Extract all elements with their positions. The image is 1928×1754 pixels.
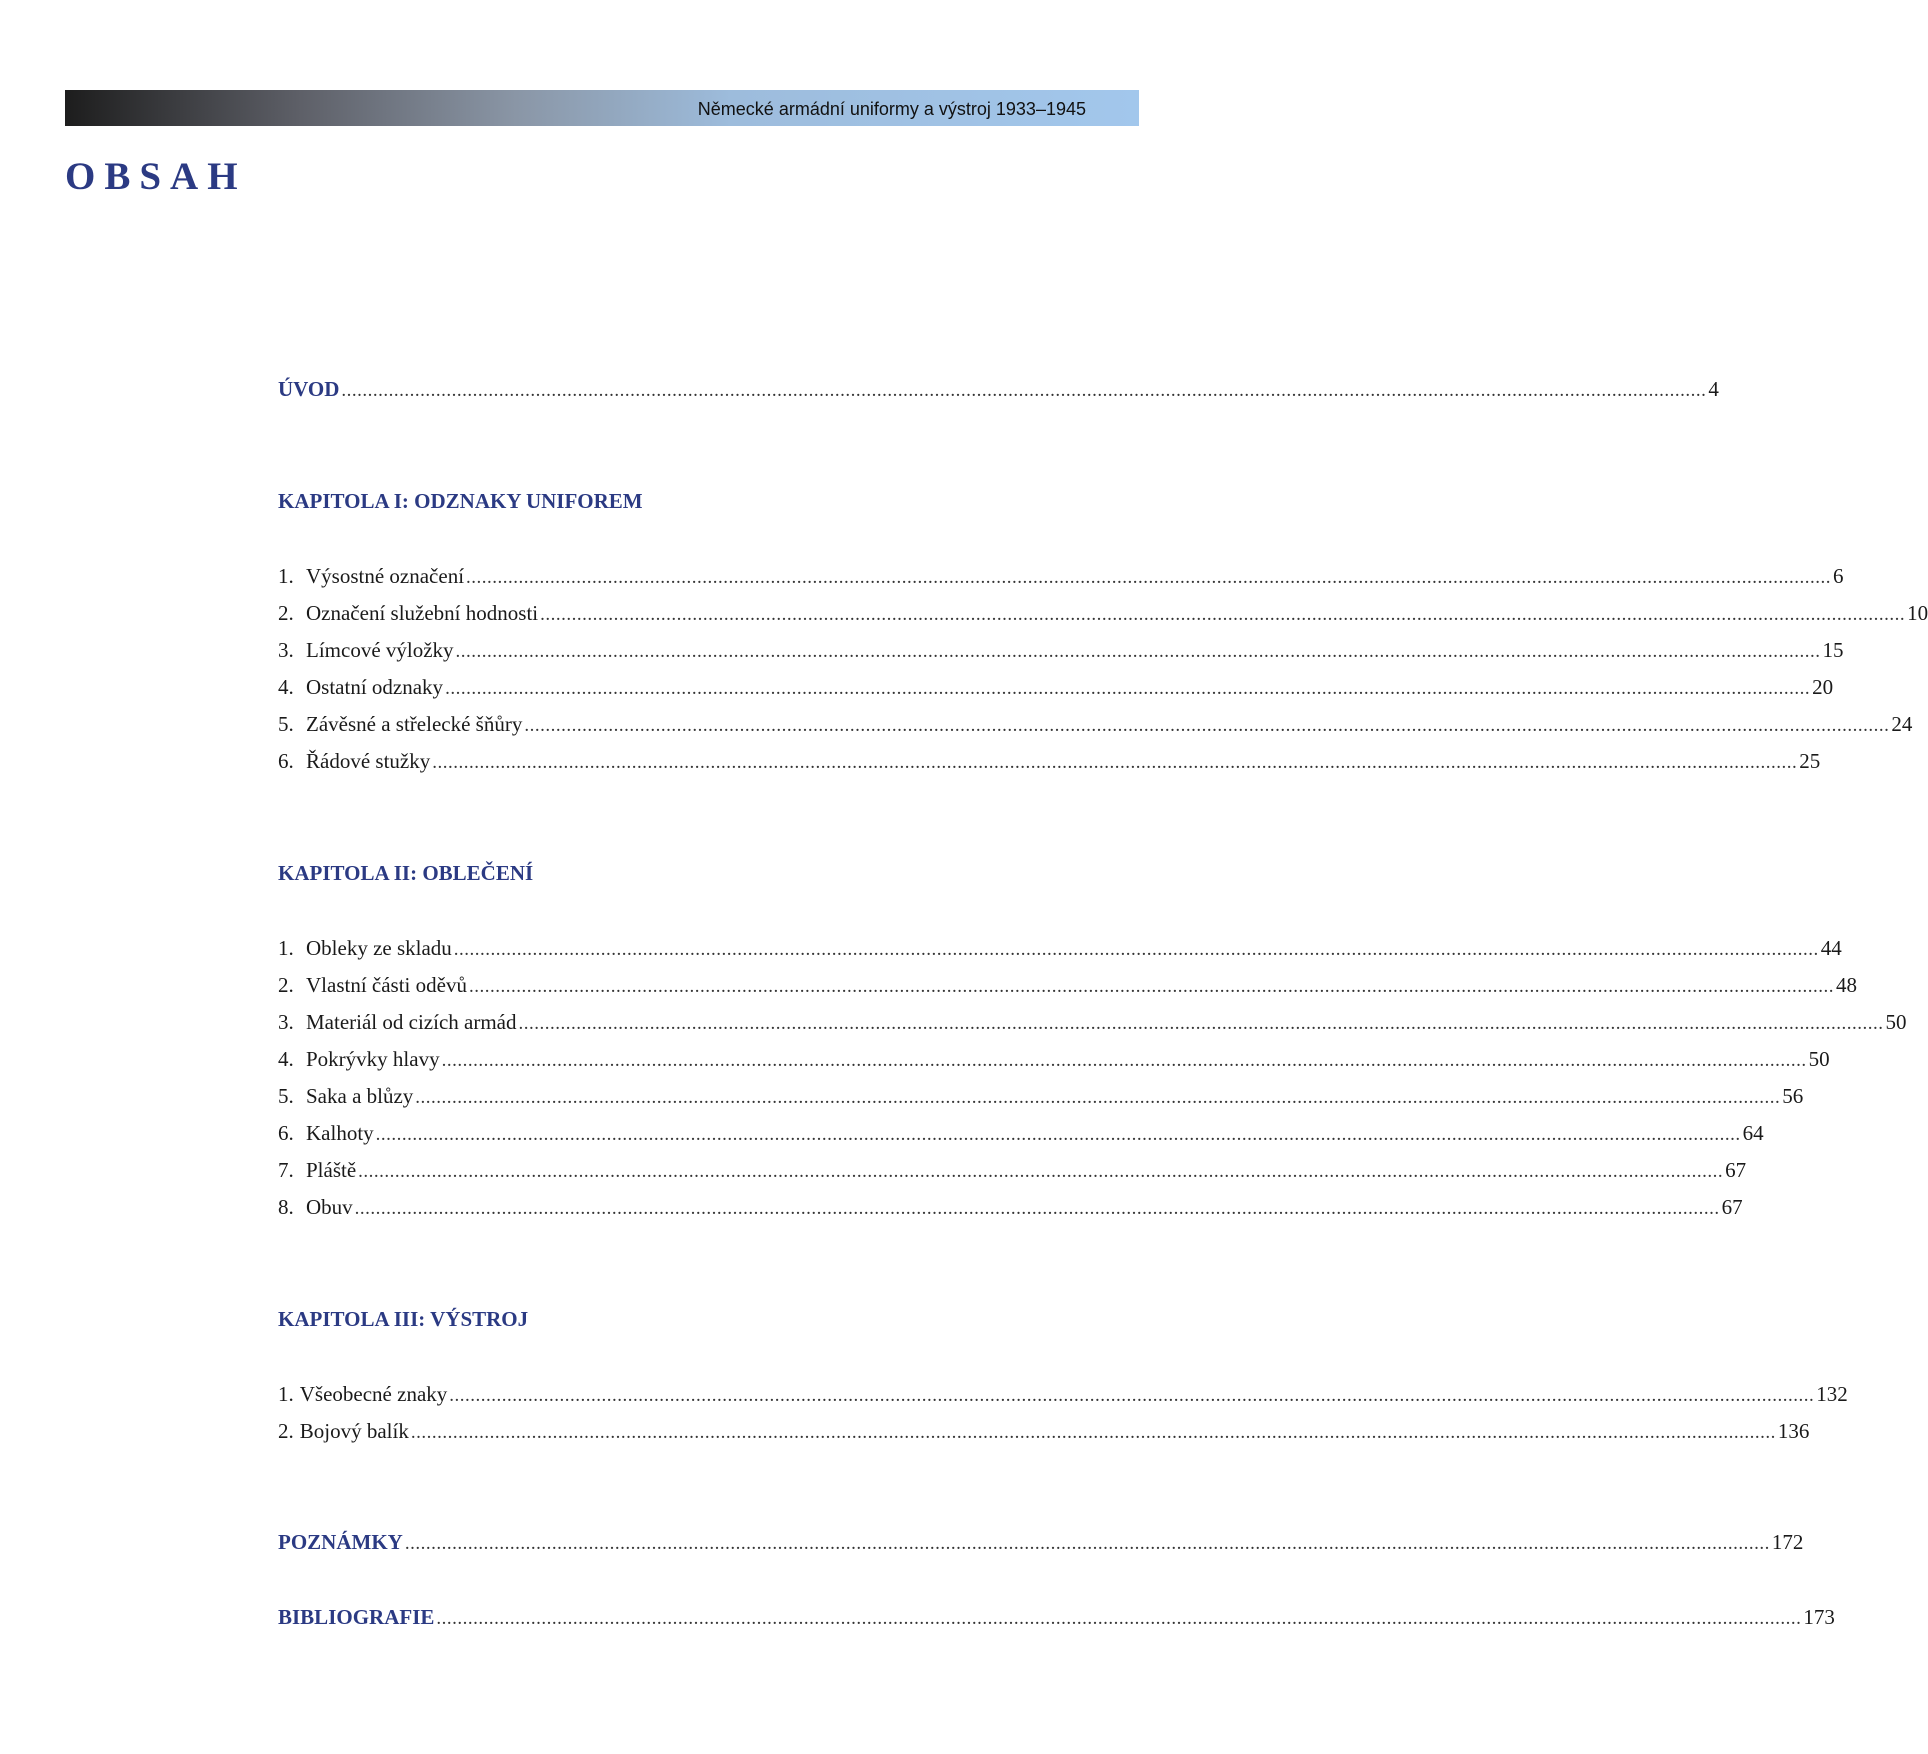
toc-entry[interactable] — [278, 1381, 1848, 1409]
toc-entry-bibliography[interactable] — [278, 1604, 1835, 1632]
toc-entry-intro[interactable] — [278, 376, 1719, 404]
toc-entry[interactable] — [278, 1120, 1764, 1148]
toc-entry[interactable] — [278, 1009, 1907, 1037]
toc-entry[interactable] — [278, 1194, 1743, 1222]
toc-entry-label: Pokrývky hlavy — [306, 1047, 440, 1071]
toc-entry-number: 1. — [278, 936, 294, 960]
toc-entry-page: 136 — [1777, 1419, 1810, 1443]
toc-leader-dots: .................................................................................................................................................................................................................................................................... — [358, 1161, 1724, 1182]
toc-entry-label: Obuv — [306, 1195, 353, 1219]
toc-entry-page: 67 — [1721, 1195, 1743, 1219]
toc-entry-label: Saka a blůzy — [306, 1084, 414, 1108]
toc-leader-dots: .................................................................................................................................................................................................................................................................... — [432, 752, 1798, 773]
toc-entry-number: 3. — [278, 1010, 294, 1034]
toc-entry-label: Ostatní odznaky — [306, 675, 444, 699]
running-header-bar — [65, 90, 1139, 126]
toc-leader-dots: .................................................................................................................................................................................................................................................................... — [468, 976, 1834, 997]
toc-entry-number: 1. — [278, 564, 294, 588]
toc-leader-dots: .................................................................................................................................................................................................................................................................... — [404, 1533, 1770, 1554]
toc-entry-page: 67 — [1725, 1158, 1747, 1182]
toc-entry-page: 6 — [1833, 564, 1844, 588]
toc-leader-dots: .................................................................................................................................................................................................................................................................... — [455, 641, 1821, 662]
toc-entry[interactable] — [278, 711, 1913, 739]
toc-entry-number: 7. — [278, 1158, 294, 1182]
toc-entry-label: POZNÁMKY — [278, 1530, 403, 1554]
toc-entry[interactable] — [278, 972, 1857, 1000]
toc-entry[interactable] — [278, 600, 1928, 628]
toc-leader-dots: .................................................................................................................................................................................................................................................................... — [518, 1013, 1884, 1034]
toc-entry-label: Výsostné označení — [306, 564, 465, 588]
toc-entry-page: 44 — [1820, 936, 1842, 960]
toc-entry-page: 20 — [1812, 675, 1834, 699]
toc-leader-dots: .................................................................................................................................................................................................................................................................... — [341, 380, 1707, 401]
toc-leader-dots: .................................................................................................................................................................................................................................................................... — [441, 1050, 1807, 1071]
toc-leader-dots: .................................................................................................................................................................................................................................................................... — [415, 1087, 1781, 1108]
toc-entry-label: Pláště — [306, 1158, 357, 1182]
toc-entry-label: Vlastní části oděvů — [306, 973, 467, 997]
toc-entry-page: 132 — [1816, 1382, 1848, 1406]
toc-leader-dots: .................................................................................................................................................................................................................................................................... — [449, 1385, 1815, 1406]
toc-leader-dots: .................................................................................................................................................................................................................................................................... — [436, 1608, 1802, 1629]
toc-entry-label: Kalhoty — [306, 1121, 374, 1145]
toc-entry-page: 50 — [1808, 1047, 1830, 1071]
toc-entry-notes[interactable] — [278, 1529, 1804, 1557]
toc-entry-label: BIBLIOGRAFIE — [278, 1605, 435, 1629]
toc-leader-dots: .................................................................................................................................................................................................................................................................... — [445, 678, 1811, 699]
toc-entry-page: 15 — [1822, 638, 1844, 662]
toc-entry-number: 3. — [278, 638, 294, 662]
toc-entry-number: 5. — [278, 1084, 294, 1108]
toc-entry[interactable] — [278, 674, 1834, 702]
toc-entry-number: 2. — [278, 973, 294, 997]
toc-leader-dots: .................................................................................................................................................................................................................................................................... — [453, 939, 1819, 960]
toc-entry-label: Bojový balík — [299, 1419, 409, 1443]
toc-entry-page: 48 — [1835, 973, 1857, 997]
toc-leader-dots: .................................................................................................................................................................................................................................................................... — [410, 1422, 1776, 1443]
toc-entry-number: 6. — [278, 1121, 294, 1145]
toc-leader-dots: .................................................................................................................................................................................................................................................................... — [524, 715, 1890, 736]
toc-leader-dots: .................................................................................................................................................................................................................................................................... — [375, 1124, 1741, 1145]
toc-entry-page: 64 — [1742, 1121, 1764, 1145]
toc-entry-label: Obleky ze skladu — [306, 936, 452, 960]
toc-entry[interactable] — [278, 1418, 1810, 1446]
toc-entry[interactable] — [278, 1046, 1830, 1074]
toc-entry-page: 172 — [1771, 1530, 1804, 1554]
toc-entry-page: 173 — [1803, 1605, 1835, 1629]
toc-entry-label: ÚVOD — [278, 377, 340, 401]
chapter-heading-2[interactable]: KAPITOLA II: OBLEČENÍ — [278, 861, 534, 885]
toc-leader-dots: .................................................................................................................................................................................................................................................................... — [540, 604, 1906, 625]
running-header-title: Německé armádní uniformy a výstroj 1933–1945 — [697, 99, 1086, 119]
toc-entry[interactable] — [278, 637, 1844, 665]
toc-leader-dots: .................................................................................................................................................................................................................................................................... — [466, 567, 1832, 588]
toc-entry[interactable] — [278, 748, 1821, 776]
toc-entry[interactable] — [278, 563, 1844, 591]
page-title: OBSAH — [65, 155, 247, 198]
toc-entry-page: 56 — [1782, 1084, 1804, 1108]
toc-entry[interactable] — [278, 1083, 1804, 1111]
toc-entry-number: 4. — [278, 1047, 294, 1071]
toc-entry-number: 1. — [278, 1382, 294, 1406]
toc-entry-number: 4. — [278, 675, 294, 699]
chapter-heading-3[interactable]: KAPITOLA III: VÝSTROJ — [278, 1307, 529, 1331]
toc-entry-label: Všeobecné znaky — [299, 1382, 448, 1406]
toc-entry-number: 5. — [278, 712, 294, 736]
toc-entry-label: Řádové stužky — [306, 749, 431, 773]
toc-entry[interactable] — [278, 935, 1842, 963]
toc-leader-dots: .................................................................................................................................................................................................................................................................... — [354, 1198, 1720, 1219]
toc-entry[interactable] — [278, 1157, 1747, 1185]
toc-entry-number: 2. — [278, 1419, 294, 1443]
toc-entry-page: 50 — [1885, 1010, 1907, 1034]
toc-entry-page: 10 — [1907, 601, 1928, 625]
toc-entry-page: 4 — [1708, 377, 1719, 401]
toc-entry-label: Materiál od cizích armád — [306, 1010, 517, 1034]
toc-entry-number: 8. — [278, 1195, 294, 1219]
toc-entry-page: 24 — [1891, 712, 1913, 736]
toc-entry-label: Označení služební hodnosti — [306, 601, 539, 625]
toc-entry-label: Límcové výložky — [306, 638, 454, 662]
toc-entry-label: Závěsné a střelecké šňůry — [306, 712, 523, 736]
chapter-heading-1[interactable]: KAPITOLA I: ODZNAKY UNIFOREM — [278, 489, 643, 513]
toc-entry-number: 2. — [278, 601, 294, 625]
toc-entry-page: 25 — [1799, 749, 1821, 773]
toc-entry-number: 6. — [278, 749, 294, 773]
